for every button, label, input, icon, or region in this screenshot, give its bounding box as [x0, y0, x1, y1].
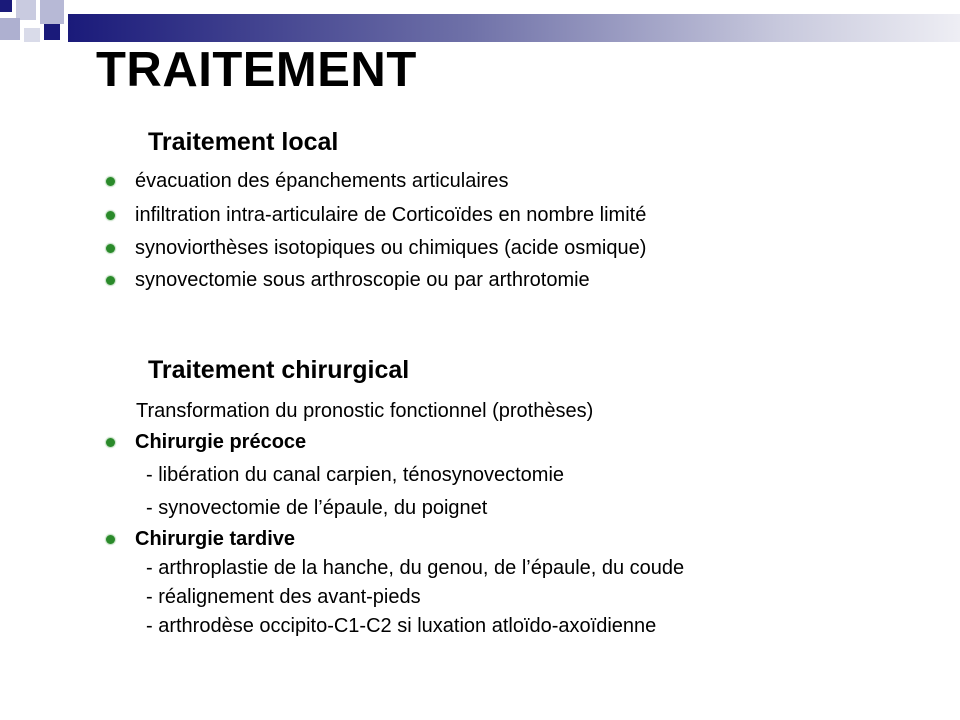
late-surgery-line: - arthrodèse occipito-C1-C2 si luxation atloïdo-axoïdienne [146, 615, 657, 637]
header-square-decoration [24, 28, 40, 42]
header-square-decoration [40, 0, 64, 24]
section-heading-local: Traitement local [148, 128, 339, 156]
list-item-text: synoviorthèses isotopiques ou chimiques (acide osmique) [135, 237, 647, 259]
slide-title: TRAITEMENT [96, 43, 417, 97]
section-heading-surgical: Traitement chirurgical [148, 356, 410, 384]
header-square-decoration [0, 0, 12, 12]
bullet-icon [106, 211, 115, 220]
bullet-icon [106, 535, 115, 544]
header-square-decoration [0, 18, 20, 40]
header-gradient-bar [68, 14, 960, 42]
surgical-intro: Transformation du pronostic fonctionnel (prothèses) [136, 400, 594, 422]
late-surgery-line: - réalignement des avant-pieds [146, 586, 421, 608]
bullet-icon [106, 244, 115, 253]
bullet-icon [106, 438, 115, 447]
list-item-text: évacuation des épanchements articulaires [135, 170, 509, 192]
early-surgery-line: - synovectomie de l’épaule, du poignet [146, 497, 488, 519]
early-surgery-label: Chirurgie précoce [135, 431, 307, 453]
header-square-decoration [44, 24, 60, 40]
early-surgery-line: - libération du canal carpien, ténosynovectomie [146, 464, 565, 486]
header-square-decoration [16, 0, 36, 20]
bullet-icon [106, 276, 115, 285]
list-item-text: synovectomie sous arthroscopie ou par arthrotomie [135, 269, 590, 291]
list-item-text: infiltration intra-articulaire de Corticoïdes en nombre limité [135, 204, 647, 226]
bullet-icon [106, 177, 115, 186]
late-surgery-line: - arthroplastie de la hanche, du genou, de l’épaule, du coude [146, 557, 685, 579]
late-surgery-label: Chirurgie tardive [135, 528, 296, 550]
